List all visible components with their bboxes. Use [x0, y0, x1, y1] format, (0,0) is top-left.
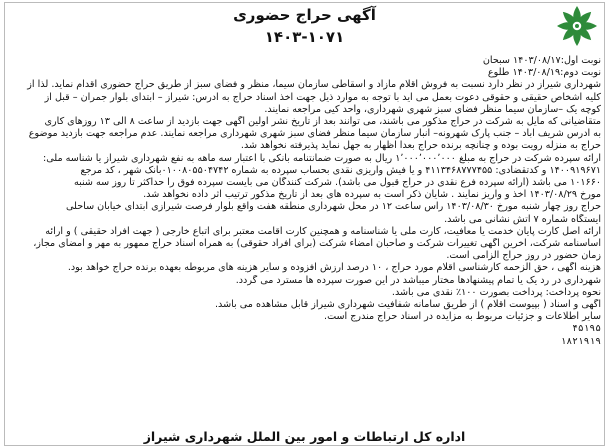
ad-title: آگهی حراج حضوری: [233, 6, 376, 24]
body-line: ایستگاه شماره ۷ آتش نشانی می باشد.: [444, 213, 601, 225]
first-publication-date: نوبت اول:۱۴۰۳/۰۸/۱۷ سبحان: [482, 55, 601, 66]
reference-code: ۴۵۱۹۵: [572, 323, 601, 335]
body-line: ارائه اصل کارت پایان خدمت یا معافیت، کارت ملی یا شناسنامه و همچنین کارت اقامت معتبر برای اتباع خارجی ( جهت افراد حقیقی ) و ارائه: [45, 225, 601, 237]
ad-body: [8, 55, 601, 348]
body-line: آگهی و اسناد ( بپیوست اقلام ) از طریق سامانه شفافیت شهرداری شیراز قابل مشاهده می باشد.: [215, 299, 601, 311]
body-line: به آدرس شریف آباد – جنب پارک شهرونه– انبار سازمان سیما منظر فضای سبز شهری شهرداری مراجعه نمایند. عدم مراجعه جهت بازدید موضوع: [28, 128, 601, 140]
body-line: شهرداری در رد یک یا تمام پیشنهادها مختار میباشد در این صورت سپرده ها مسترد می گردد.: [235, 274, 601, 286]
second-publication-date: نوبت دوم:۱۴۰۳/۰۸/۱۹ طلوع: [487, 67, 601, 79]
body-line: زمان حضور در روز حراج الزامی است.: [446, 250, 601, 262]
body-line: مورخ ۱۴۰۳/۰۸/۲۹ اخذ و واریز نمایند . شایان ذکر است به سپرده های بعد از تاریخ مذکور ترتیب اثر داده نخواهد شد.: [143, 189, 601, 201]
body-line: ۱۴۰۰۹۱۹۶۷۱ و کدتقضادی: ۴۱۱۳۴۶۸۷۷۷۴۵۵ و یا فیش واریزی نقدی بحساب سپرده به شماره ۰۱۰۰۸۰۵۵۰۴۷۴۲بانک شهر ، کد مرجع: [80, 164, 601, 176]
body-line: نحوه پرداخت: پرداخت بصورت ۱۰۰٪ نقدی می باشد.: [391, 286, 601, 298]
body-line: هزینه آگهی ، حق الزحمه کارشناسی اقلام مورد حراج ، ۱۰ درصد ارزش افزوده و سایر هزینه های مربوطه بعهده برنده حراج خواهد بود.: [67, 262, 601, 274]
body-line: ۱۰۱۶۶۰ می باشد (ارائه سپرده فرع نقدی در حراج قبول می باشد). شرکت کنندگان می بایست سپرده فوق را حداکثر تا روز سه شنبه: [73, 177, 601, 189]
body-line: سایر اطلاعات و جزئیات مربوط به مزایده در اسناد حراج مندرج است.: [324, 311, 601, 323]
body-line: کلیه اشخاص حقیقی و حقوقی دعوت بعمل می آید با توجه به موارد ذیل جهت اخذ اسناد حراج به آدرس: شیراز – ابتدای بلوار جمران – قبل از: [44, 91, 601, 103]
ad-signature: اداره کل ارتباطات و امور بین الملل شهرداری شیراز: [143, 429, 466, 444]
ad-header: [0, 0, 609, 56]
body-line: متقاضیانی که مایل به شرکت در حراج مذکور می باشند، می توانند بعد از تاریخ نشر اولین آگهی جهت بازدید از ساعت ۸ الی ۱۳ روزهای کاری: [44, 116, 601, 128]
body-line: شهرداری شیراز در نظر دارد نسبت به فروش اقلام مازاد و اسقاطی سازمان سیما، منظر و فضای سبز از طریق حراج حضوری اقدام نماید. لذا از: [27, 79, 601, 91]
body-line: حراج به منزله رویت بوده و چنانچه برنده حراج بعدا اظهار به جهل نماید پذیرفته نخواهد شد.: [240, 140, 601, 152]
reference-code: ۱۸۲۱۹۱۹: [560, 335, 601, 347]
body-line: اساسنامه شرکت، آخرین آگهی تغییرات شرکت و صاحبان امضاء شرکت (برای افراد حقوقی) به همراه اسناد حراج ممهور به مهر و امضای مجاز،: [33, 238, 601, 250]
body-line: کوچه یک –سازمان سیما منظر فضای سبز شهری شهرداری، واحد کیی مراجعه نمایند.: [264, 103, 601, 115]
body-line: حراج روز چهار شنبه مورخ ۱۴۰۳/۰۸/۳۰ راس ساعت ۱۲ در محل شهرداری منطقه هفت واقع بلوار فرصت شیرازی ابتدای خیابان ساحلی: [66, 201, 601, 213]
ad-number: ۱۴۰۳-۱۰۷۱: [264, 28, 345, 46]
body-line: ارائه سپرده شرکت در حراج به مبلغ ۱٬۰۰۰٬۰۰۰٬۰۰۰ ریال به صورت ضمانتنامه بانکی با اعتبار سه ماهه به نفع شهرداری شیراز یا شناسه ملی:: [43, 152, 601, 164]
